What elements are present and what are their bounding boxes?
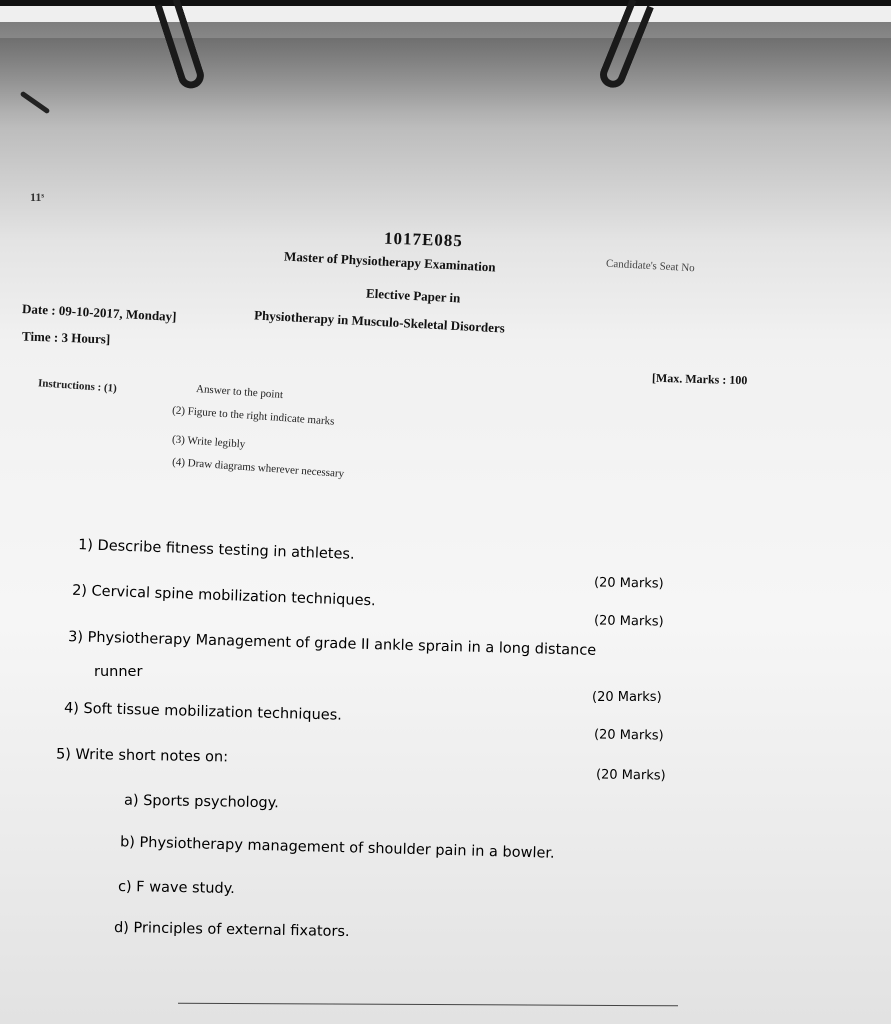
instructions-label: Instructions : (1) (37, 377, 118, 395)
question-5-marks: (20 Marks) (595, 767, 666, 784)
paper-code: 1017E085 (383, 228, 464, 251)
exam-date: Date : 09-10-2017, Monday] (21, 300, 177, 325)
question-3-continuation: runner (94, 664, 143, 680)
question-3: 3) Physiotherapy Management of grade II ankle sprain in a long distance (67, 629, 597, 659)
background-top-strip (0, 0, 891, 24)
sub-question-c: c) F wave study. (117, 878, 235, 898)
question-3-marks: (20 Marks) (592, 690, 662, 705)
question-4: 4) Soft tissue mobilization techniques. (63, 700, 343, 724)
sub-question-b: b) Physiotherapy management of shoulder pain in a bowler. (119, 834, 555, 862)
exam-title: Master of Physiotherapy Examination (283, 248, 497, 275)
question-2: 2) Cervical spine mobilization techniques. (71, 582, 376, 610)
paper-title: Elective Paper in (365, 285, 461, 306)
question-1-marks: (20 Marks) (593, 575, 664, 592)
question-5: 5) Write short notes on: (55, 746, 229, 766)
end-rule (178, 1003, 678, 1007)
sub-question-a: a) Sports psychology. (123, 792, 279, 812)
subject-title: Physiotherapy in Musculo-Skeletal Disorders (253, 307, 506, 336)
page-number: 11ˢ (30, 190, 44, 204)
question-4-marks: (20 Marks) (593, 727, 664, 744)
max-marks: [Max. Marks : 100 (651, 370, 748, 388)
instruction-item: (3) Write legibly (171, 433, 246, 451)
instruction-item: (4) Draw diagrams wherever necessary (171, 456, 345, 480)
exam-time: Time : 3 Hours] (21, 328, 111, 347)
sub-question-d: d) Principles of external fixators. (113, 919, 350, 941)
paper-header (0, 22, 891, 442)
instruction-item: (2) Figure to the right indicate marks (171, 404, 335, 428)
question-2-marks: (20 Marks) (593, 613, 664, 630)
dark-edge (0, 0, 891, 6)
exam-paper (0, 22, 891, 1024)
question-1: 1) Describe fitness testing in athletes. (77, 537, 355, 563)
seat-number-label: Candidate's Seat No (605, 257, 696, 275)
instruction-item: Answer to the point (195, 382, 284, 402)
